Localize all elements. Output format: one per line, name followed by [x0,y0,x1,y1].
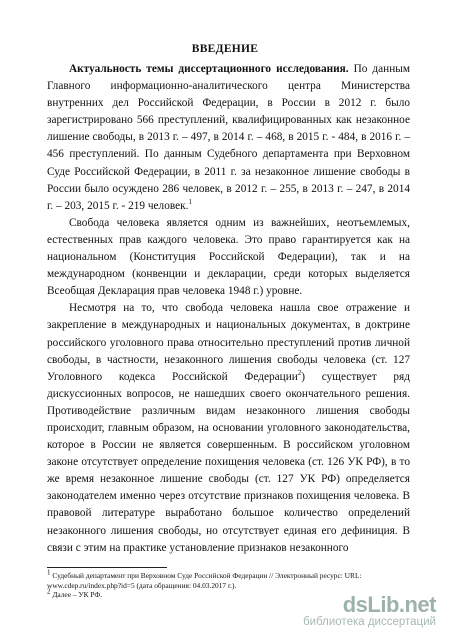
page-title: ВВЕДЕНИЕ [191,43,259,55]
watermark [286,592,436,630]
footnote-ref-1[interactable]: 1 [188,197,192,206]
paragraph-3-text-b: ) существует ряд дискуссионных вопросов, не нашедших своего окончательного решения. Противодействие различным видам незаконного лишения свободы происходит, главным образом, на основании уголовного законодательства, которое в России не является совершенным. В российском уголовном законе отсутствует определение похищения человека (ст. 126 УК РФ), в то же время незаконное лишение свободы (ст. 127 УК РФ) определяется законодателем именно через отсутствие признаков похищения человека. В правовой литературе выработано большое количество определений незаконного лишения свободы, но отсутствует единая его дефиниция. В связи с этим на практике установление признаков незаконного [47,370,410,554]
paragraph-3-text-a: Несмотря на то, что свобода человека нашла свое отражение и закрепление в международных и национальных документах, в доктрине российского уголовного права относительно преступлений против личной свободы, в частности, незаконного лишения свободы человека (ст. 127 Уголовного кодекса Российской Федерации [47,302,410,383]
footnote-ref-2[interactable]: 2 [297,368,302,377]
paragraph-2 [47,215,410,300]
paragraph-1-text: По данным Главного информационно-аналитического центра Министерства внутренних дел Российской Федерации, в России в 2012 г. было зарегистрировано 566 преступлений, квалифицированных как незаконное лишение свободы, в 2013 г. – 497, в 2014 г. – 468, в 2015 г. - 484, в 2016 г. – 456 преступлений. По данным Судебного департамента при Верховном Суде Российской Федерации, в 2011 г. за незаконное лишение свободы в России было осуждено 286 человек, в 2012 г. – 255, в 2013 г. – 247, в 2014 г. – 203, 2015 г. - 219 человек. [47,63,410,212]
watermark-logo: dsLib.net [342,592,436,617]
paragraph-2-text: Свобода человека является одним из важнейших, неотъемлемых, естественных прав каждого человека. Это право гарантируется как на национальном (Конституция Российской Федерации), так и на международном (конвенции и декларации, среди которых выделяется Всеобщая Декларация прав человека 1948 г.) уровне. [47,216,410,298]
footnote-1-num: 1 [47,568,51,577]
paragraph-1 [47,61,410,215]
paragraph-3 [47,300,410,556]
footnote-1-text: Судебный департамент при Верховном Суде Российской Федерации // Электронный ресурс: URL: www.cdep.ru/index.php?id=5 (дата обращения: 04.03.2017 г.). [47,571,362,590]
paragraph-1-lead: Актуальность темы диссертационного исследования. [69,63,349,75]
footnote-divider [47,567,167,568]
footnote-2-num: 2 [47,587,51,596]
body-text [47,61,410,557]
footnote-2-text: Далее – УК РФ. [50,590,103,600]
footnote-1 [47,568,410,590]
watermark-subtitle: библиотека диссертаций [303,616,436,628]
